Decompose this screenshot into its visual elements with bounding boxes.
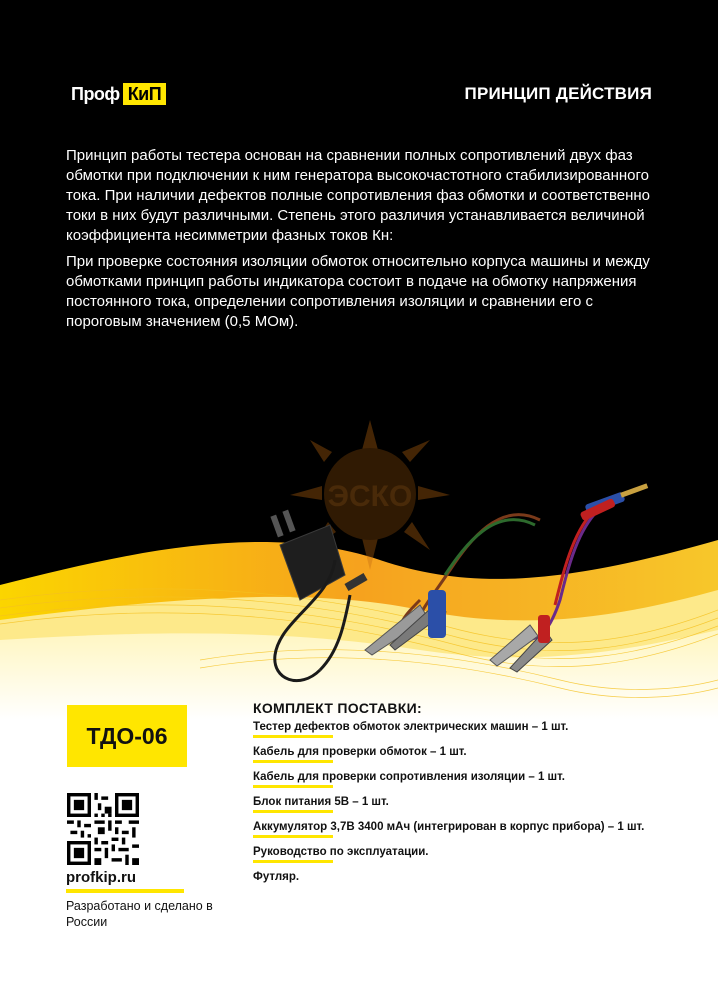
section-title: ПРИНЦИП ДЕЙСТВИЯ: [464, 84, 652, 103]
kit-item-text: Руководство по эксплуатации.: [253, 846, 429, 858]
logo-text-right: КиП: [123, 83, 167, 105]
kit-item: [253, 770, 693, 795]
kit-item-underline: [253, 860, 333, 863]
website-underline: [66, 889, 184, 893]
intro-text: [66, 146, 656, 338]
kit-item-underline: [253, 735, 333, 738]
kit-item-underline: [253, 760, 333, 763]
kit-item: [253, 870, 693, 895]
winding-test-cable-image: [365, 515, 540, 655]
brand-logo: [71, 83, 166, 105]
kit-item-underline: [253, 785, 333, 788]
kit-item-text: Футляр.: [253, 871, 300, 883]
made-in-russia-text: Разработано и сделано в России: [66, 899, 213, 929]
intro-paragraph-2: При проверке состояния изоляции обмоток относительно корпуса машины и между обмотками принцип работы индикатора состоит в подаче на обмотку напряжения постоянного тока, определении сопротивления изоляции и сравнении его с пороговым значением (0,5 МОм).: [66, 253, 650, 330]
watermark-text: ЭСКО: [327, 480, 413, 513]
model-badge: ТДО-06: [67, 705, 187, 767]
kit-list: [253, 720, 693, 895]
kit-item-text: Кабель для проверки обмоток – 1 шт.: [253, 746, 467, 758]
logo-text-left: Проф: [71, 83, 120, 104]
kit-item: [253, 720, 693, 745]
kit-item-text: Кабель для проверки сопротивления изоляции – 1 шт.: [253, 771, 565, 783]
kit-item-underline: [253, 810, 333, 813]
intro-paragraph-1: Принцип работы тестера основан на сравнении полных сопротивлений двух фаз обмотки при подключении к ним генератора высокочастотного стабилизированного тока. При наличии дефектов полные сопротивления фаз обмотки и соответственно токи в них будут различными. Степень этого различия устанавливается величиной коэффициента несимметрии фазных токов Кн:: [66, 147, 651, 244]
kit-item-text: Тестер дефектов обмоток электрических машин – 1 шт.: [253, 721, 569, 733]
kit-item: [253, 820, 693, 845]
kit-item: [253, 745, 693, 770]
website-url[interactable]: profkip.ru: [66, 869, 136, 886]
product-illustration: [0, 400, 718, 700]
kit-item-underline: [253, 835, 333, 838]
kit-item: [253, 845, 693, 870]
insulation-test-cable-image: [490, 483, 648, 672]
kit-title: КОМПЛЕКТ ПОСТАВКИ:: [253, 700, 422, 716]
kit-item-text: Блок питания 5В – 1 шт.: [253, 796, 389, 808]
qr-code-image: [67, 793, 139, 865]
kit-item-text: Аккумулятор 3,7В 3400 мАч (интегрирован в корпус прибора) – 1 шт.: [253, 821, 645, 833]
kit-item: [253, 795, 693, 820]
